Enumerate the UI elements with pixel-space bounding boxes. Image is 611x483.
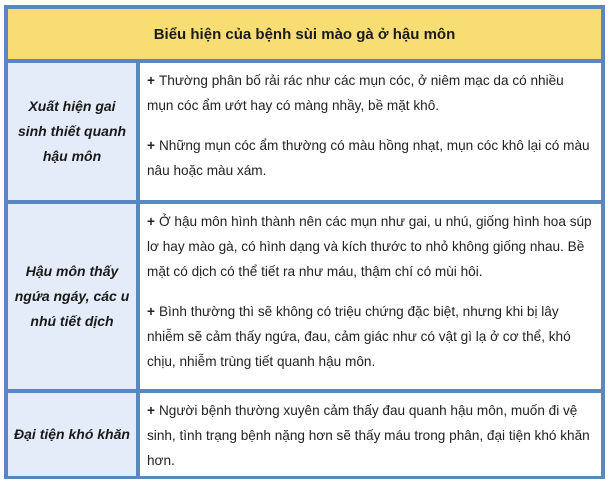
item-text: Bình thường thì sẽ không có triệu chứng đặc biệt, nhưng khi bị lây nhiễm sẽ cảm thấy ngứa, đau, cảm giác như có vật gì lạ ở cơ thể, khó chịu, nhiễm trùng tiết quanh hậu môn. — [147, 304, 571, 369]
row-label: Đại tiện khó khăn — [8, 393, 136, 476]
list-item — [147, 68, 593, 118]
table-row — [8, 204, 601, 389]
row-label: Xuất hiện gai sinh thiết quanh hậu môn — [8, 63, 136, 200]
plus-bullet: + — [147, 304, 155, 319]
table-row — [8, 63, 601, 200]
row-content — [140, 204, 601, 389]
plus-bullet: + — [147, 138, 155, 153]
item-text: Thường phân bố rải rác như các mụn cóc, ở niêm mạc da có nhiều mụn cóc ẩm ướt hay có màng nhầy, bề mặt khô. — [147, 73, 564, 113]
item-text: Những mụn cóc ẩm thường có màu hồng nhạt, mụn cóc khô lại có màu nâu hoặc màu xám. — [147, 138, 590, 178]
row-content — [140, 393, 601, 476]
list-item — [147, 209, 593, 284]
row-label: Hậu môn thấy ngứa ngáy, các u nhú tiết dịch — [8, 204, 136, 389]
list-item — [147, 133, 593, 183]
table-title: Biểu hiện của bệnh sùi mào gà ở hậu môn — [8, 9, 601, 59]
symptom-table — [4, 5, 605, 479]
list-item — [147, 299, 593, 374]
plus-bullet: + — [147, 403, 155, 418]
table-row — [8, 393, 601, 476]
row-content — [140, 63, 601, 200]
item-text: Người bệnh thường xuyên cảm thấy đau quanh hậu môn, muốn đi vệ sinh, tình trạng bệnh nặng hơn sẽ thấy máu trong phân, đại tiện khó khăn hơn. — [147, 403, 590, 468]
list-item — [147, 398, 593, 473]
plus-bullet: + — [147, 214, 155, 229]
plus-bullet: + — [147, 73, 155, 88]
item-text: Ở hậu môn hình thành nên các mụn như gai, u nhú, giống hình hoa súp lơ hay mào gà, có hình dạng và kích thước to nhỏ không giống nhau. Bề mặt có dịch có thể tiết ra như máu, thậm chí có mùi hôi. — [147, 214, 592, 279]
